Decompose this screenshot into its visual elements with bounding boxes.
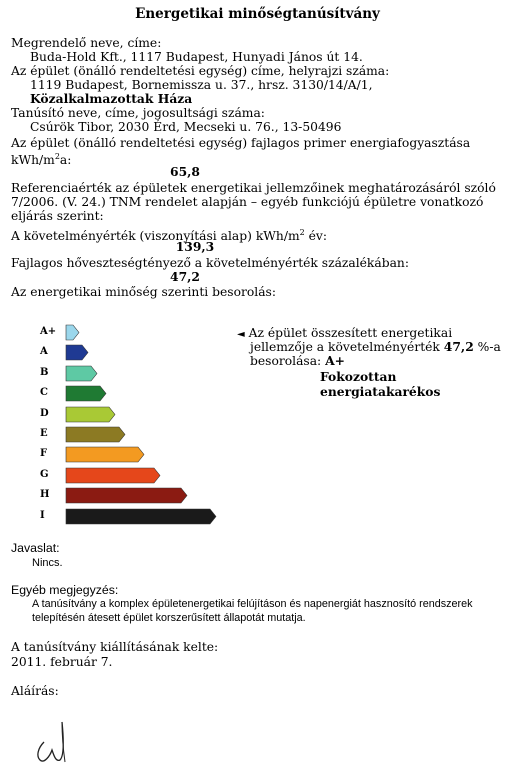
suggestion-label: Javaslat: [11, 541, 60, 555]
signature-mark [26, 712, 78, 770]
class-bar-a [65, 344, 90, 361]
class-letter-a: A [40, 346, 48, 358]
class-letter-aplus: A+ [40, 326, 57, 337]
class-bar-aplus [65, 324, 81, 341]
class-bar-d [65, 406, 117, 423]
result-line3: besorolása: A+ [250, 353, 345, 368]
document-title: Energetikai minőségtanúsítvány [135, 6, 380, 22]
building-label: Az épület (önálló rendeltetési egység) címe, helyrajzi száma: [11, 64, 390, 78]
requirement-label: A követelményérték (viszonyítási alap) kWh/$m^2$ év: [11, 228, 328, 244]
class-bar-h [65, 487, 189, 504]
suggestion-value: Nincs. [32, 557, 63, 569]
class-bar-e [65, 426, 127, 443]
other-notes-line1: A tanúsítvány a komplex épületenergetikai felújításon és napenergiát hasznosító rendszerek [32, 598, 473, 610]
class-letter-f: F [40, 448, 48, 460]
class-bar-i [65, 508, 218, 525]
reference-line2: 7/2006. (V. 24.) TNM rendelet alapján – egyéb funkciójú épületre vonatkozó [11, 195, 484, 209]
class-letter-i: I [40, 509, 45, 521]
client-label: Megrendelő neve, címe: [11, 36, 162, 50]
class-bar-c [65, 385, 108, 402]
building-name: Közalkalmazottak Háza [30, 91, 193, 106]
class-bar-b [65, 365, 99, 382]
class-letter-c: C [40, 387, 48, 399]
result-category-line1: Fokozottan [320, 369, 397, 384]
classification-label: Az energetikai minőség szerinti besorolás: [11, 285, 276, 299]
class-letter-d: D [40, 407, 49, 419]
class-pointer-icon: ◄ [237, 329, 245, 340]
client-value: Buda-Hold Kft., 1117 Budapest, Hunyadi János út 14. [30, 50, 363, 64]
building-address: 1119 Budapest, Bornemissza u. 37., hrsz. 3130/14/A/1, [30, 78, 373, 92]
primary-energy-value: 65,8 [170, 164, 200, 179]
requirement-value: 139,3 [175, 239, 215, 254]
class-bar-g [65, 467, 162, 484]
reference-line1: Referenciaérték az épületek energetikai jellemzőinek meghatározásáról szóló [11, 181, 496, 195]
heat-loss-label: Fajlagos hőveszteségtényező a követelményérték százalékában: [11, 256, 409, 270]
class-bar-f [65, 446, 146, 463]
certifier-value: Csúrök Tibor, 2030 Érd, Mecseki u. 76., 13-50496 [30, 120, 342, 134]
other-notes-line2: telepítésén átesett épület korszerűsített állapotát mutatja. [32, 612, 306, 624]
heat-loss-value: 47,2 [170, 269, 200, 284]
other-notes-label: Egyéb megjegyzés: [11, 583, 119, 597]
certifier-label: Tanúsító neve, címe, jogosultsági száma: [11, 106, 265, 120]
class-letter-e: E [40, 428, 48, 439]
issue-date-label: A tanúsítvány kiállításának kelte: [11, 640, 219, 654]
result-line2: jellemzője a követelményérték 47,2 %-a [250, 339, 501, 354]
class-letter-g: G [40, 468, 49, 480]
result-category-line2: energiatakarékos [320, 384, 441, 399]
signature-label: Aláírás: [11, 684, 59, 698]
reference-line3: eljárás szerint: [11, 209, 104, 223]
result-line1: ◄ Az épület összesített energetikai [237, 326, 453, 340]
class-letter-h: H [40, 489, 50, 501]
issue-date-value: 2011. február 7. [11, 655, 113, 669]
primary-energy-label: Az épület (önálló rendeltetési egység) fajlagos primer energiafogyasztása [11, 136, 471, 150]
class-letter-b: B [40, 366, 49, 378]
primary-energy-unit: kWh/$m^2a$: [11, 152, 72, 168]
